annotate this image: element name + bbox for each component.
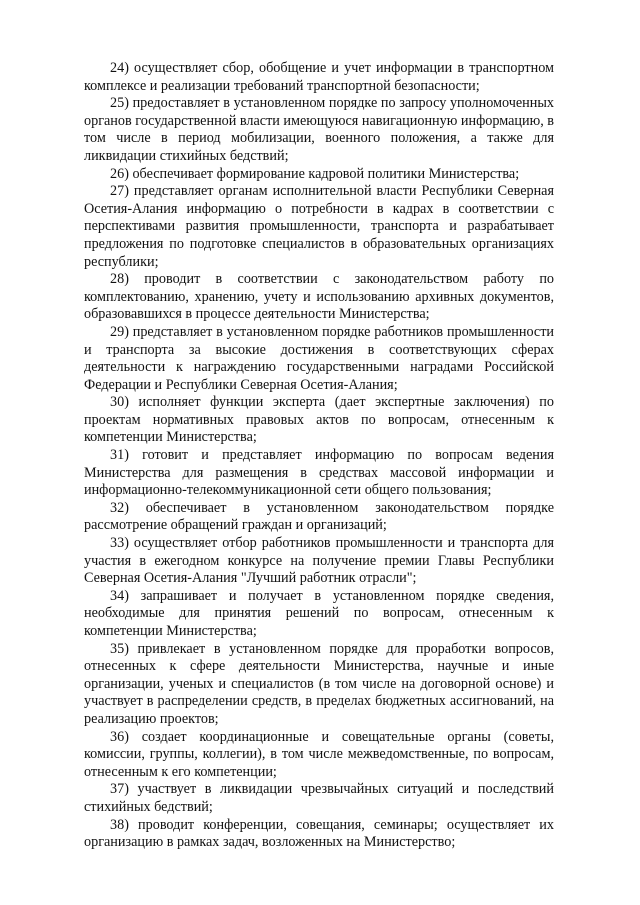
paragraph-36: 36) создает координационные и совещательные органы (советы, комиссии, группы, коллегии), в том числе межведомственные, по вопросам, отнесенным к его компетенции; bbox=[84, 728, 554, 780]
paragraph-27: 27) представляет органам исполнительной власти Республики Северная Осетия-Алания информацию о потребности в кадрах в соответствии с перспективами развития промышленности, транспорта и разрабатывает предложения по подготовке специалистов в образовательных организациях республики; bbox=[84, 183, 554, 270]
paragraph-28: 28) проводит в соответствии с законодательством работу по комплектованию, хранению, учету и использованию архивных документов, образовавшихся в процессе деятельности Министерства; bbox=[84, 271, 554, 323]
paragraph-37: 37) участвует в ликвидации чрезвычайных ситуаций и последствий стихийных бедствий; bbox=[84, 781, 554, 815]
paragraph-33: 33) осуществляет отбор работников промышленности и транспорта для участия в ежегодном конкурсе на получение премии Главы Республики Северная Осетия-Алания "Лучший работник отрасли"; bbox=[84, 535, 554, 587]
paragraph-35: 35) привлекает в установленном порядке для проработки вопросов, отнесенных к сфере деятельности Министерства, научные и иные организации, ученых и специалистов (в том числе на договорной основе) и участвует в распределении средств, в пределах бюджетных ассигнований, на реализацию проектов; bbox=[84, 640, 554, 727]
paragraph-31: 31) готовит и представляет информацию по вопросам ведения Министерства для размещения в средствах массовой информации и информационно-телекоммуникационной сети общего пользования; bbox=[84, 447, 554, 499]
paragraph-34: 34) запрашивает и получает в установленном порядке сведения, необходимые для принятия решений по вопросам, отнесенным к компетенции Министерства; bbox=[84, 587, 554, 639]
paragraph-26: 26) обеспечивает формирование кадровой политики Министерства; bbox=[110, 165, 520, 182]
paragraph-32: 32) обеспечивает в установленном законодательством порядке рассмотрение обращений граждан и организаций; bbox=[84, 499, 554, 534]
paragraph-25: 25) предоставляет в установленном порядке по запросу уполномоченных органов государственной власти имеющуюся навигационную информацию, в том числе в период мобилизации, военного положения, а также для ликвидации стихийных бедствий; bbox=[84, 95, 554, 164]
paragraph-30: 30) исполняет функции эксперта (дает экспертные заключения) по проектам нормативных правовых актов по вопросам, отнесенным к компетенции Министерства; bbox=[84, 394, 554, 446]
paragraph-24: 24) осуществляет сбор, обобщение и учет информации в транспортном комплексе и реализации требований транспортной безопасности; bbox=[84, 60, 554, 94]
paragraph-29: 29) представляет в установленном порядке работников промышленности и транспорта за высокие достижения в соответствующих сферах деятельности к награждению государственными наградами Российской Федерации и Республики Северная Осетия-Алания; bbox=[84, 323, 554, 393]
paragraph-38: 38) проводит конференции, совещания, семинары; осуществляет их организацию в рамках задач, возложенных на Министерство; bbox=[84, 816, 554, 851]
